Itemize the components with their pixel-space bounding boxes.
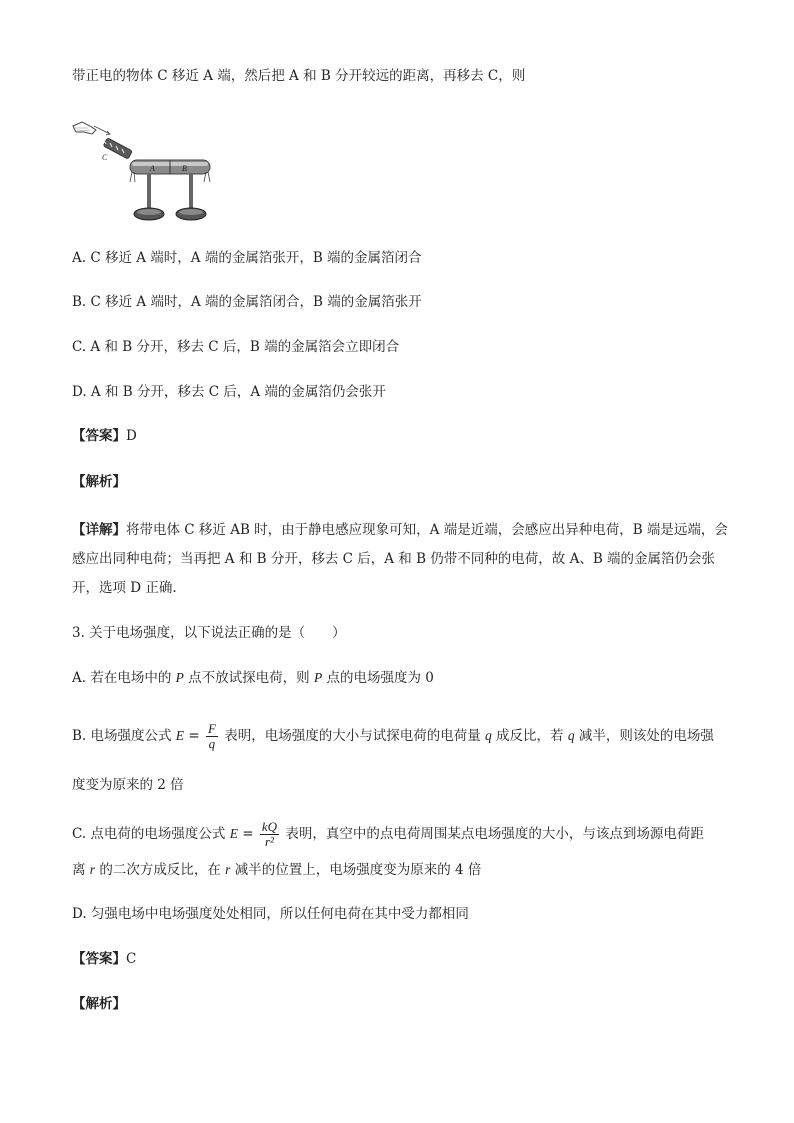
q2-answer-line bbox=[72, 426, 732, 446]
intro-text: 带正电的物体 C 移近 A 端，然后把 A 和 B 分开较远的距离，再移去 C，则 bbox=[72, 68, 526, 84]
q3-option-c-line2: 离 r 的二次方成反比，在 r 减半的位置上，电场强度变为原来的 4 倍 bbox=[72, 862, 482, 878]
formula-kq-over-r2: $\frac{kQ}{\text{r²}}$ bbox=[261, 819, 278, 849]
q2-option-a: A. C 移近 A 端时，A 端的金属箔张开，B 端的金属箔闭合 bbox=[72, 250, 422, 266]
q3-option-c: C. 点电荷的电场强度公式 E = $\frac{kQ}{\text{r²}}$ 表明，真空中的点电荷周围某点电场强度的大小，与该点到场源电荷距 bbox=[72, 819, 704, 849]
answer-tag: 【答案】 bbox=[72, 428, 126, 444]
q2-option-c: C. A 和 B 分开，移去 C 后，B 端的金属箔会立即闭合 bbox=[72, 339, 400, 355]
q2-option-d: D. A 和 B 分开，移去 C 后，A 端的金属箔仍会张开 bbox=[72, 384, 386, 400]
q3-option-b-line2: 度变为原来的 2 倍 bbox=[72, 777, 184, 793]
q2-detail bbox=[72, 516, 732, 603]
q3-option-a: A. 若在电场中的 P 点不放试探电荷，则 P 点的电场强度为 0 bbox=[72, 670, 434, 686]
q3-option-b: B. 电场强度公式 E = $\frac{F}{q}$ 表明，电场强度的大小与试探电荷的电荷量 q 成反比，若 q 减半，则该处的电场强 bbox=[72, 721, 714, 751]
formula-f-over-q: $\frac{F}{q}$ bbox=[207, 721, 216, 751]
q3-stem: 3. 关于电场强度，以下说法正确的是（ ） bbox=[72, 625, 346, 641]
answer-value: D bbox=[126, 428, 137, 444]
q3-answer-line: 【答案】C bbox=[72, 951, 137, 967]
electroscope-figure bbox=[70, 116, 220, 224]
label-a: A bbox=[150, 164, 155, 173]
label-b: B bbox=[182, 164, 187, 173]
q2-option-b: B. C 移近 A 端时，A 端的金属箔闭合，B 端的金属箔张开 bbox=[72, 294, 422, 310]
detail-tag: 【详解】 bbox=[72, 522, 126, 538]
q3-analysis-tag: 【解析】 bbox=[72, 996, 126, 1012]
label-c: C bbox=[102, 153, 108, 162]
analysis-tag: 【解析】 bbox=[72, 474, 126, 490]
detail-text: 将带电体 C 移近 AB 时，由于静电感应现象可知，A 端是近端，会感应出异种电荷，B 端是远端，会感应出同种电荷；当再把 A 和 B 分开，移去 C 后，A 和 B 仍带不同种的电荷，故 A、B 端的金属箔仍会张开，选项 D 正确. bbox=[72, 522, 728, 596]
q3-option-d: D. 匀强电场中电场强度处处相同，所以任何电荷在其中受力都相同 bbox=[72, 906, 469, 922]
